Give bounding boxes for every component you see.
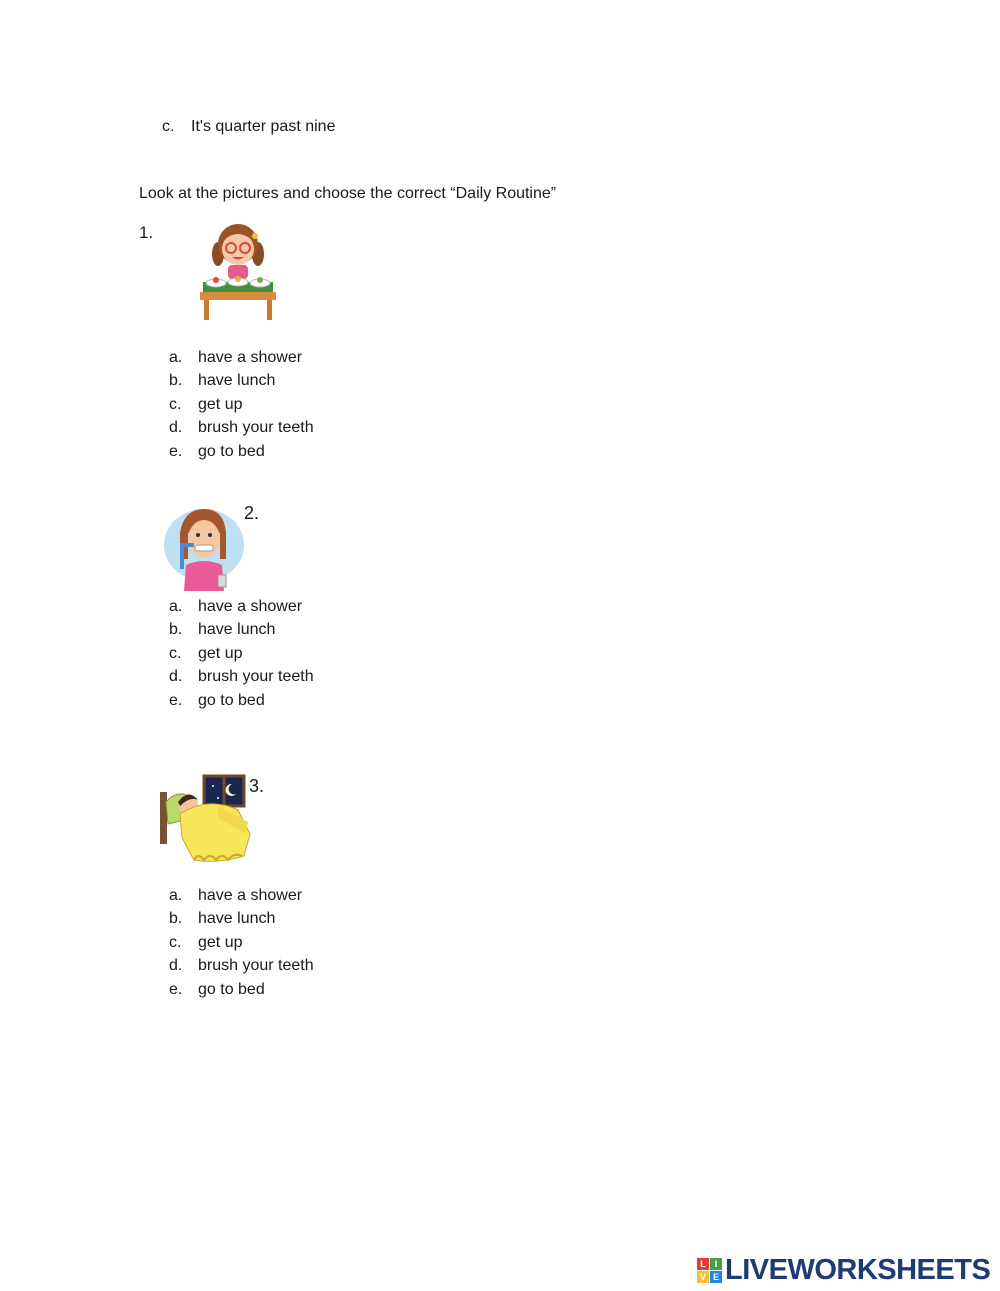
option-text: have a shower <box>198 598 303 615</box>
previous-answer-text: It's quarter past nine <box>191 118 336 135</box>
q3-option-d[interactable] <box>169 956 314 976</box>
q1-option-d[interactable] <box>169 418 314 438</box>
option-letter: e. <box>169 981 183 998</box>
option-letter: a. <box>169 887 183 904</box>
option-letter: c. <box>169 396 182 413</box>
option-text: have lunch <box>198 621 276 638</box>
q1-option-b[interactable] <box>169 371 275 391</box>
q3-option-a[interactable] <box>169 886 302 906</box>
option-text: have a shower <box>198 887 303 904</box>
q2-option-a[interactable] <box>169 597 302 617</box>
option-text: brush your teeth <box>198 668 314 685</box>
q2-option-b[interactable] <box>169 620 275 640</box>
option-letter: d. <box>169 957 183 974</box>
option-letter: d. <box>169 419 183 436</box>
option-text: have lunch <box>198 910 276 927</box>
option-text: go to bed <box>198 981 265 998</box>
previous-answer-letter: c. <box>162 118 175 135</box>
option-letter: c. <box>169 645 182 662</box>
q1-option-e[interactable] <box>169 442 265 462</box>
instruction: Look at the pictures and choose the correct “Daily Routine” <box>139 185 557 202</box>
q2-option-c[interactable] <box>169 644 242 664</box>
option-text: get up <box>198 934 243 951</box>
option-letter: c. <box>169 934 182 951</box>
option-letter: e. <box>169 443 183 460</box>
q2-option-d[interactable] <box>169 667 314 687</box>
question-2-number: 2. <box>244 503 260 523</box>
liveworksheets-logo[interactable] <box>697 1255 990 1285</box>
option-text: get up <box>198 396 243 413</box>
option-text: brush your teeth <box>198 419 314 436</box>
option-text: go to bed <box>198 692 265 709</box>
option-text: go to bed <box>198 443 265 460</box>
q2-option-e[interactable] <box>169 691 265 711</box>
q3-option-e[interactable] <box>169 980 265 1000</box>
option-letter: d. <box>169 668 183 685</box>
option-letter: b. <box>169 910 183 927</box>
previous-answer <box>162 117 335 137</box>
q3-option-b[interactable] <box>169 909 275 929</box>
logo-text: LIVEWORKSHEETS <box>725 1253 991 1286</box>
boy-sleeping-in-bed-image <box>158 774 252 864</box>
option-letter: b. <box>169 372 183 389</box>
q1-option-c[interactable] <box>169 395 242 415</box>
question-1-number: 1. <box>139 223 154 242</box>
option-text: have a shower <box>198 349 303 366</box>
option-letter: e. <box>169 692 183 709</box>
option-text: have lunch <box>198 372 276 389</box>
q3-option-c[interactable] <box>169 933 242 953</box>
logo-blocks-icon: L I V E <box>697 1258 722 1283</box>
q1-option-a[interactable] <box>169 348 302 368</box>
option-text: brush your teeth <box>198 957 314 974</box>
question-3-number: 3. <box>249 776 265 796</box>
option-letter: a. <box>169 598 183 615</box>
girl-eating-lunch-image <box>198 220 278 322</box>
girl-brushing-teeth-image <box>162 503 246 591</box>
option-text: get up <box>198 645 243 662</box>
option-letter: b. <box>169 621 183 638</box>
option-letter: a. <box>169 349 183 366</box>
